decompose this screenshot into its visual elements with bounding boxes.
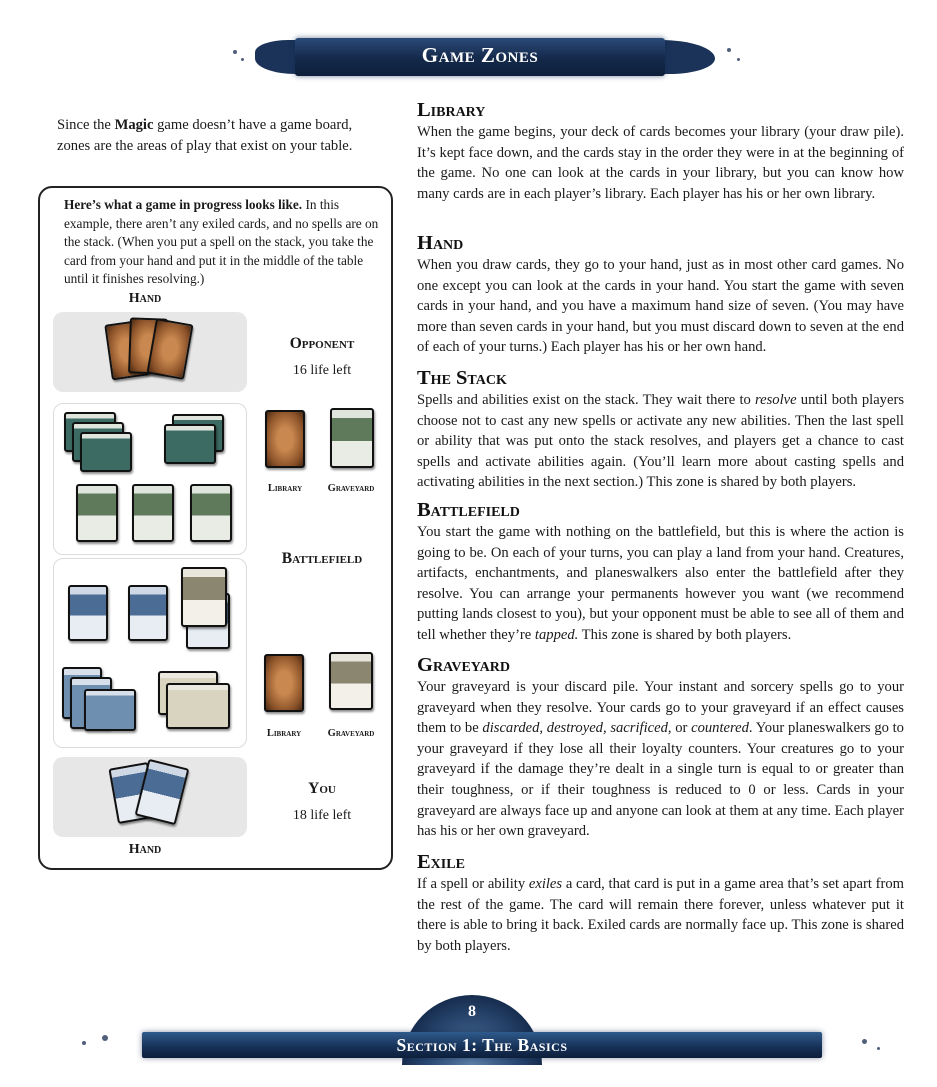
land-card: [80, 432, 132, 472]
intro-text-bold: Magic: [114, 117, 154, 133]
text-run: a card, that card is put in a game area that’s set apart from the rest of the game. The card will remain there forever, unless whatever put it there is able to bring it back. Exiled cards are normally face up. This zone is shared by both players.: [417, 876, 905, 954]
intro-text-start: Since the: [57, 117, 115, 133]
intro-paragraph: [57, 115, 387, 157]
section-battlefield: [417, 498, 904, 646]
intro-text-end: game doesn’t have a game board, zones are the areas of play that exist on your table.: [57, 117, 353, 154]
section-title: Section 1: The Basics: [396, 1035, 568, 1055]
banner-speck: [233, 50, 237, 54]
your-graveyard-card: [329, 652, 373, 710]
section-text: When the game begins, your deck of cards becomes your library (your draw pile). It’s kept face down, and the cards stay in the order they were in at the beginning of the game. No one can look at the cards in your library, but you can know how many cards are in each player’s library. Each player has his or her own library.: [417, 124, 904, 202]
text-run: Your graveyard is your discard pile. Your instant and sorcery spells go to your graveyard when they resolve. Your cards go to your graveyard if an effect causes them to be: [417, 679, 904, 737]
section-text: [417, 390, 904, 493]
section-heading: The Stack: [417, 367, 507, 389]
text-run: or: [671, 720, 692, 737]
hand-label-top: Hand: [128, 291, 162, 306]
library-label-top: Library: [267, 483, 303, 494]
creature-card: [76, 484, 118, 542]
banner-speck: [241, 58, 244, 61]
example-caption-text: In this example, there aren’t any exiled cards, and no spells are on the stack. (When you put a spell on the stack, you take the card from your hand and put it in the middle of the table until it finishes resolving.): [64, 197, 379, 286]
creature-card: [190, 484, 232, 542]
land-card: [164, 424, 216, 464]
banner-speck: [862, 1039, 867, 1044]
section-graveyard: [417, 653, 904, 842]
card-back: [146, 318, 193, 380]
your-library-card: [264, 654, 304, 712]
banner-speck: [737, 58, 740, 61]
opponent-battlefield-panel: [53, 403, 247, 555]
section-text: [417, 522, 904, 646]
opponent-graveyard-card: [330, 408, 374, 468]
battlefield-label: Battlefield: [281, 550, 363, 567]
section-heading: Exile: [417, 851, 465, 873]
example-caption: [64, 196, 382, 289]
section-exile: [417, 850, 904, 956]
creature-card: [128, 585, 168, 641]
section-text: [417, 677, 904, 842]
text-run: You start the game with nothing on the battlefield, but this is where the action is going to be. On each of your turns, you can play a land from your hand. Creatures, artifacts, enchantments, and planeswalkers also enter the battlefield after they resolve. You can arrange your permanents however you want (we recommend putting lands closest to you), but your opponent must be able to see all of them and tell whether they’re: [417, 524, 904, 643]
banner-speck: [82, 1041, 86, 1045]
graveyard-label-bottom: Graveyard: [327, 728, 375, 739]
section-heading: Hand: [417, 232, 464, 254]
creature-card: [68, 585, 108, 641]
banner-speck: [727, 48, 731, 52]
text-run: until both players choose not to cast any new spells or activate any new abilities. Then the last spell or ability that was put onto the stack resolves, and players get a chance to cast spells and activate abilities again. (You’ll learn more about casting spells and activating abilities in the next section.) This zone is shared by both players.: [417, 392, 904, 491]
example-caption-bold: Here’s what a game in progress looks like.: [64, 197, 303, 212]
emphasis-text: countered: [691, 720, 749, 737]
emphasis-text: resolve: [754, 392, 797, 408]
text-run: . Your planeswalkers go to your graveyard if they lose all their loyalty counters. Your creatures go to your graveyard if the damage they’re dealt in a single turn is equal to or greater than their toughness, or if their toughness is reduced to 0 or less. Cards in your graveyard are always face up and anyone can look at them at any time. Each player has his or her own graveyard.: [417, 720, 904, 840]
creature-card: [181, 567, 227, 627]
section-hand: [417, 231, 904, 358]
your-battlefield-panel: [53, 558, 247, 748]
opponent-label: Opponent: [289, 335, 355, 352]
banner-speck: [877, 1047, 880, 1050]
section-the-stack: [417, 366, 904, 493]
creature-card: [132, 484, 174, 542]
emphasis-text: exiles: [528, 876, 563, 892]
text-run: This zone is shared by both players.: [578, 626, 792, 643]
banner-speck: [102, 1035, 108, 1041]
land-card: [166, 683, 230, 729]
you-label: You: [308, 780, 336, 797]
section-text: When you draw cards, they go to your hand, just as in most other card games. No one except you can look at the cards in your hand. You start the game with seven cards in your hand, and you have a maximum hand size of seven. (You may have more than seven cards in your hand, but you must discard down to seven at the end of each of your turns.) Each player has his or her own hand.: [417, 257, 904, 356]
section-text: [417, 874, 904, 956]
opponent-life: 16 life left: [292, 363, 352, 378]
section-library: [417, 98, 904, 204]
opponent-library-card: [265, 410, 305, 468]
page-number: 8: [468, 1003, 476, 1020]
emphasis-text: tapped.: [534, 626, 579, 643]
section-heading: Graveyard: [417, 654, 510, 676]
hand-label-bottom: Hand: [128, 842, 162, 857]
footer-banner: [72, 995, 892, 1067]
you-life: 18 life left: [292, 808, 352, 823]
header-banner: [215, 34, 745, 80]
text-run: If a spell or ability: [417, 876, 529, 892]
opponent-hand-panel: [53, 312, 247, 392]
text-run: Spells and abilities exist on the stack. They wait there to: [417, 392, 755, 408]
page-title: Game Zones: [421, 43, 539, 67]
graveyard-label-top: Graveyard: [327, 483, 375, 494]
section-heading: Battlefield: [417, 499, 520, 521]
example-box: [38, 186, 393, 870]
land-card: [84, 689, 136, 731]
emphasis-text: discarded, destroyed, sacrificed,: [482, 720, 672, 737]
library-label-bottom: Library: [266, 728, 302, 739]
your-hand-panel: [53, 757, 247, 837]
section-heading: Library: [417, 99, 486, 121]
